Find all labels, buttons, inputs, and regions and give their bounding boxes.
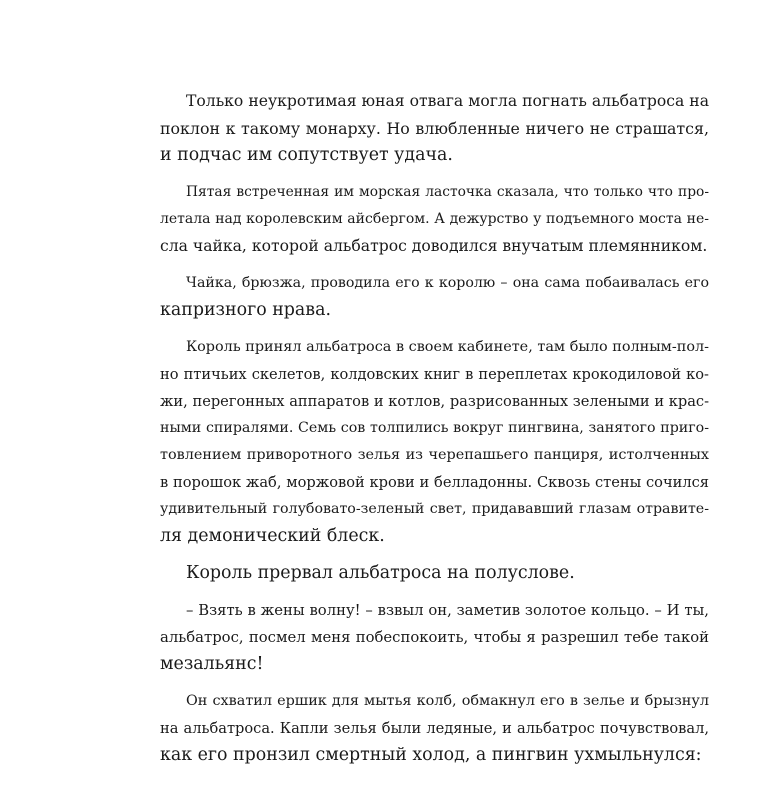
text-line: Чайка, брюзжа, проводила его к королю – она сама побаивалась его xyxy=(186,275,709,291)
text-line: ными спиралями. Семь сов толпились вокруг пингвина, занятого приго- xyxy=(160,420,709,436)
text-line: сла чайка, которой альбатрос доводился внучатым племянником. xyxy=(160,237,708,255)
text-line: но птичьих скелетов, колдовских книг в переплетах крокодиловой ко- xyxy=(160,366,709,383)
text-line: Только неукротимая юная отвага могла погнать альбатроса на xyxy=(186,92,709,110)
paragraph-gap xyxy=(160,550,709,560)
paragraph xyxy=(160,597,709,678)
paragraph-gap xyxy=(160,678,709,688)
paragraph-gap xyxy=(160,587,709,597)
text-line: удивительный голубовато-зеленый свет, придававший глазам отравите- xyxy=(160,501,709,517)
paragraph-gap xyxy=(160,324,709,334)
paragraph-gap xyxy=(160,169,709,179)
text-line: Король принял альбатроса в своем кабинете, там было полным-пол- xyxy=(186,339,709,355)
text-line: Король прервал альбатроса на полуслове. xyxy=(186,563,575,583)
text-line: на альбатроса. Капли зелья были ледяные, и альбатрос почувствовал, xyxy=(160,720,709,737)
body-text xyxy=(160,88,709,769)
text-line: капризного нрава. xyxy=(160,300,331,320)
text-line: в порошок жаб, моржовой крови и белладонны. Сквозь стены сочился xyxy=(160,474,709,491)
text-line: летала над королевским айсбергом. А дежурство у подъемного моста не- xyxy=(160,211,709,227)
text-line: поклон к такому монарху. Но влюбленные ничего не страшатся, xyxy=(160,119,709,138)
text-line: альбатрос, посмел меня побеспокоить, чтобы я разрешил тебе такой xyxy=(160,629,709,646)
text-line: как его пронзил смертный холод, а пингвин ухмыльнулся: xyxy=(160,745,702,765)
text-line: и подчас им сопутствует удача. xyxy=(160,145,453,165)
text-line: Он схватил ершик для мытья колб, обмакнул его в зелье и брызнул xyxy=(186,693,709,709)
paragraph xyxy=(160,688,709,769)
text-line: Пятая встреченная им морская ласточка сказала, что только что про- xyxy=(186,184,709,200)
text-line: товлением приворотного зелья из черепашьего панциря, истолченных xyxy=(160,447,709,463)
paragraph xyxy=(160,334,709,550)
text-line: мезальянс! xyxy=(160,654,264,674)
paragraph xyxy=(160,560,709,587)
paragraph-gap xyxy=(160,260,709,270)
paragraph xyxy=(160,88,709,169)
text-line: жи, перегонных аппаратов и котлов, разрисованных зелеными и крас- xyxy=(160,393,709,410)
text-line: ля демонический блеск. xyxy=(160,526,385,546)
paragraph xyxy=(160,270,709,324)
paragraph xyxy=(160,179,709,260)
text-line: – Взять в жены волну! – взвыл он, заметив золотое кольцо. – И ты, xyxy=(186,602,709,619)
